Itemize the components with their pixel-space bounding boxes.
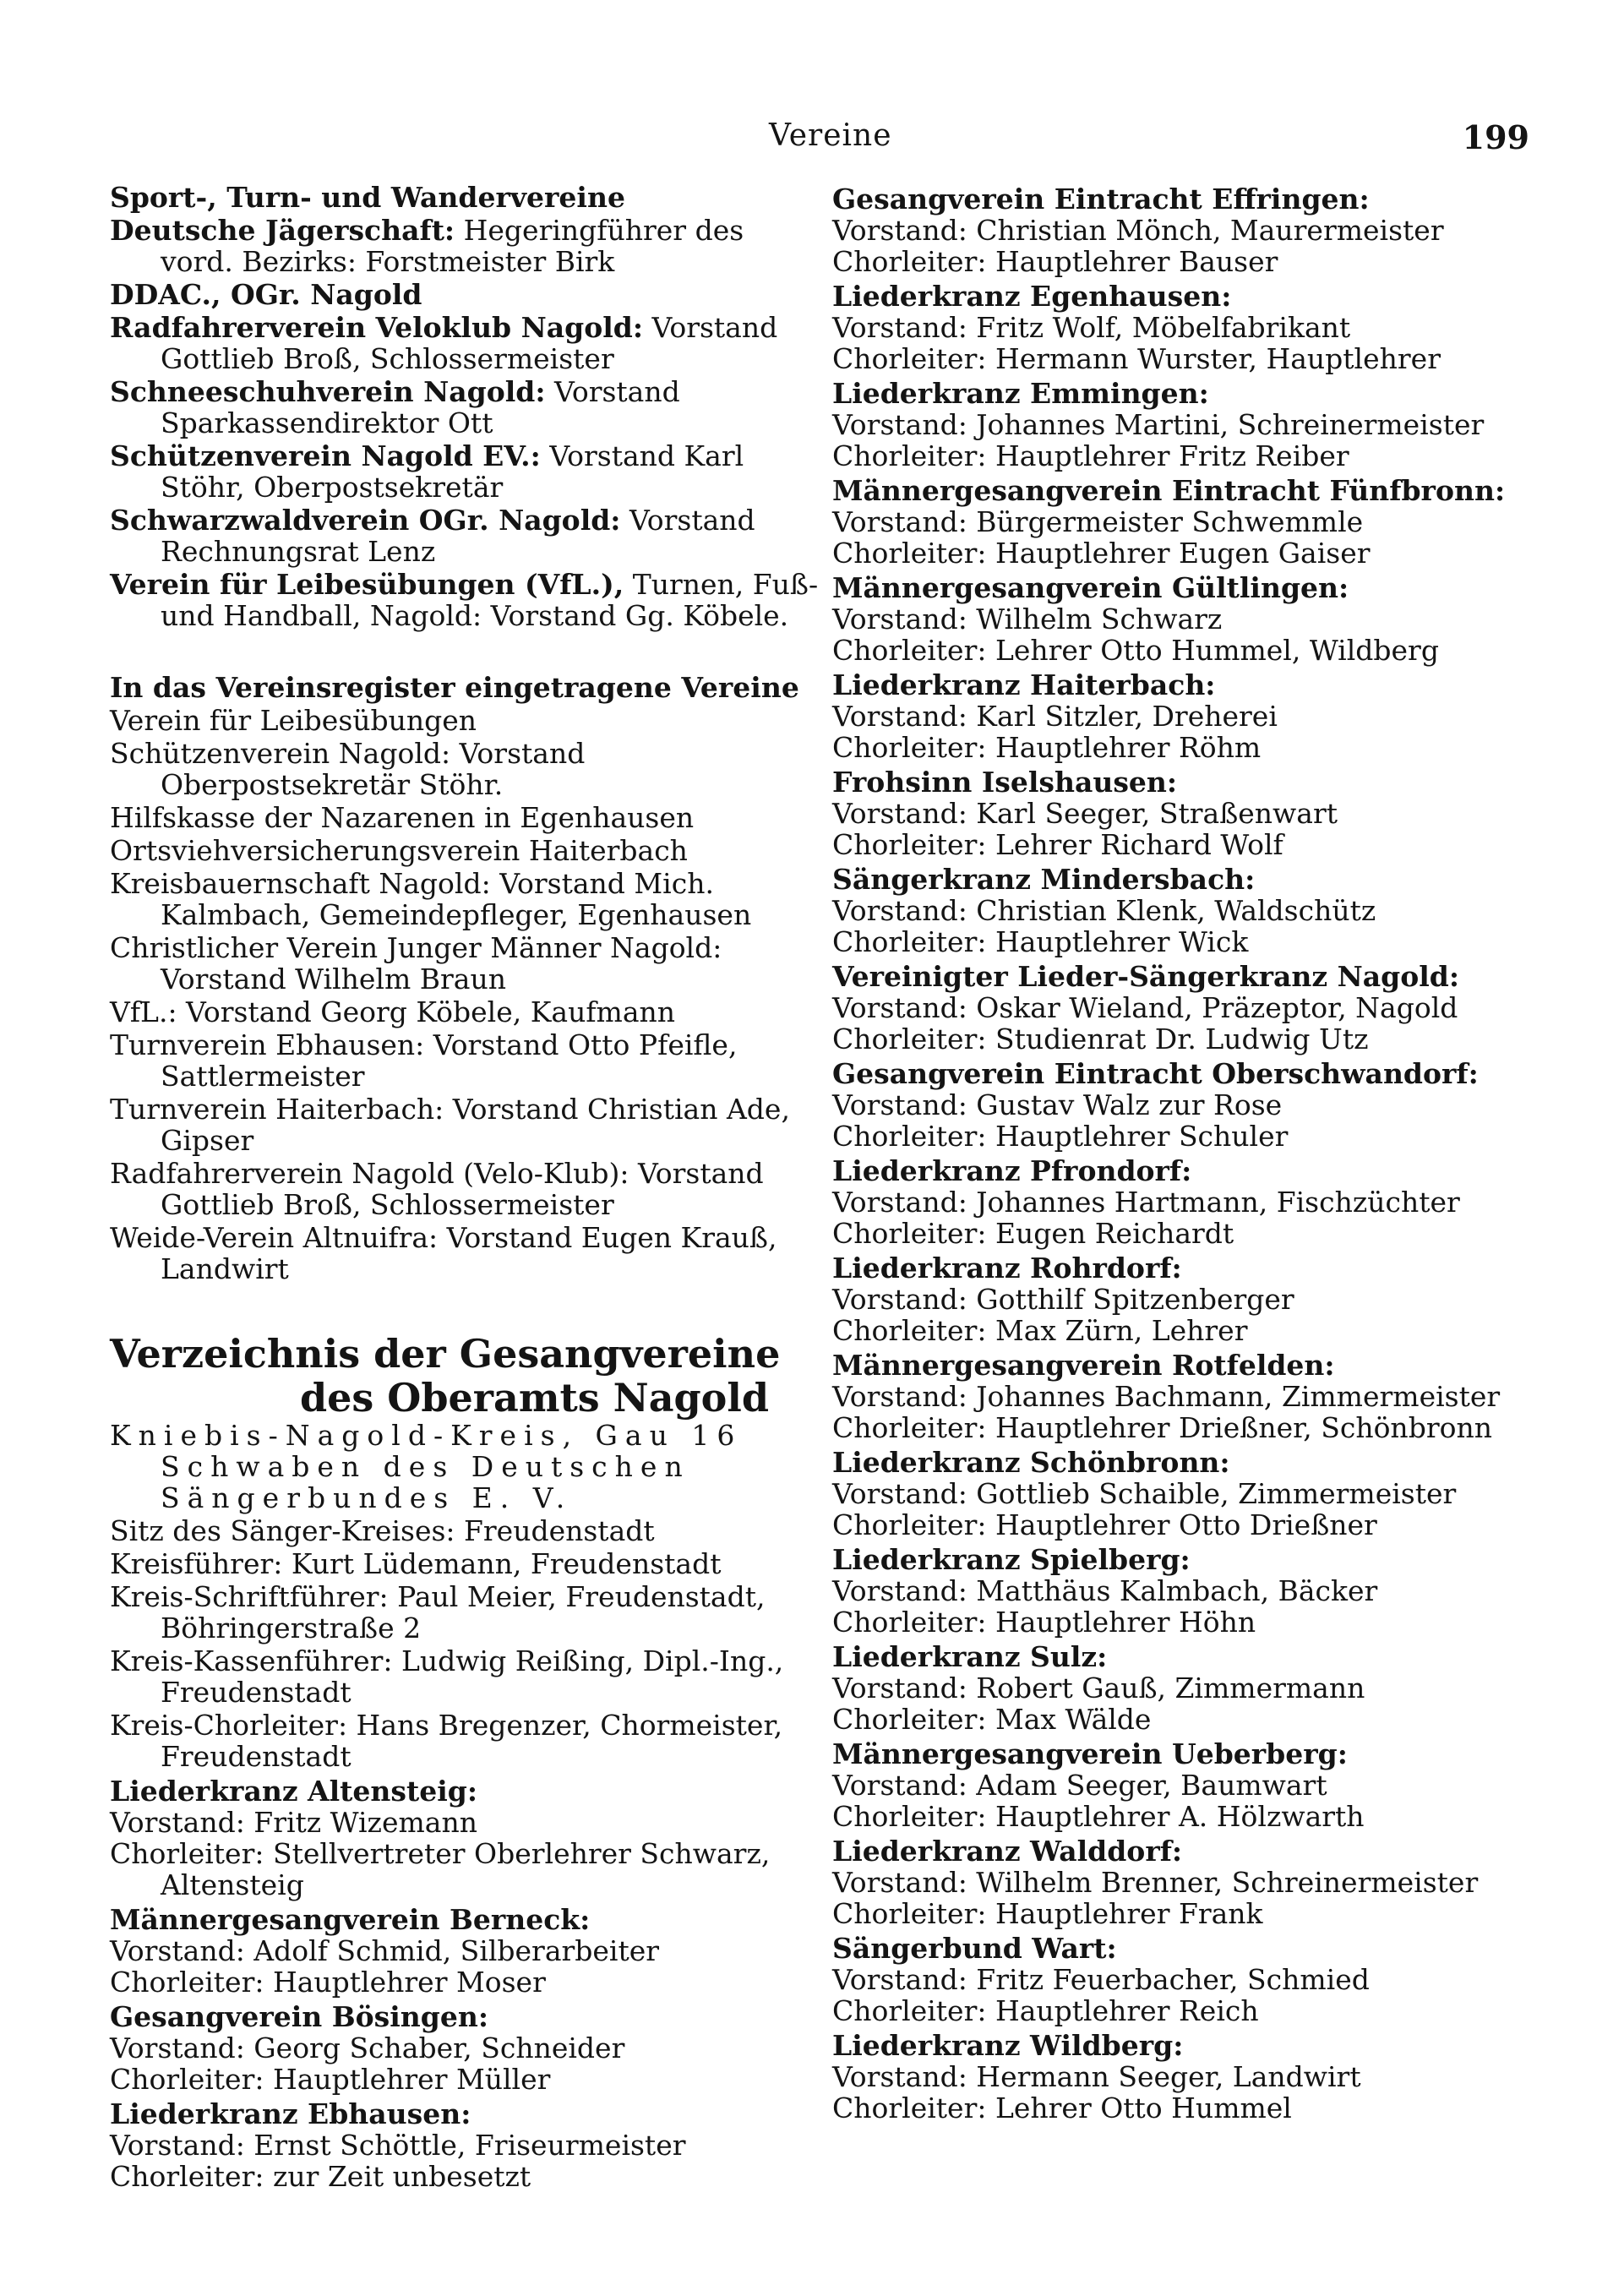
choir-entry	[832, 475, 1542, 569]
choir-entry	[832, 961, 1542, 1055]
choir-detail: Chorleiter: Hauptlehrer Reich	[832, 1994, 1259, 2027]
choir-name: Männergesangverein Rotfelden:	[832, 1349, 1335, 1382]
choir-entry	[832, 1835, 1542, 1929]
choir-detail: Vorstand: Christian Mönch, Maurermeister	[832, 214, 1444, 247]
choir-detail: Chorleiter: Hauptlehrer Frank	[832, 1897, 1263, 1930]
choir-detail: Vorstand: Gottlieb Schaible, Zimmermeister	[832, 1477, 1457, 1510]
choir-detail: Chorleiter: Hauptlehrer Müller	[110, 2063, 551, 2096]
sport-club-list	[110, 215, 820, 631]
choir-detail: Vorstand: Matthäus Kalmbach, Bäcker	[832, 1574, 1378, 1607]
club-name: DDAC., OGr. Nagold	[110, 278, 422, 311]
choir-name: Sängerbund Wart:	[832, 1932, 1117, 1965]
choir-entry	[832, 1641, 1542, 1735]
choir-detail: Chorleiter: Max Zürn, Lehrer	[832, 1314, 1248, 1347]
choir-detail: Vorstand: Fritz Feuerbacher, Schmied	[832, 1963, 1370, 1996]
choir-detail: Chorleiter: Max Wälde	[832, 1703, 1152, 1736]
club-name: Deutsche Jägerschaft:	[110, 214, 455, 247]
choir-name: Liederkranz Sulz:	[832, 1640, 1108, 1673]
choir-detail: Vorstand: Ernst Schöttle, Friseurmeister	[110, 2129, 686, 2162]
choir-detail: Chorleiter: Lehrer Richard Wolf	[832, 828, 1283, 861]
choir-detail: Chorleiter: zur Zeit unbesetzt	[110, 2160, 531, 2193]
choir-entry	[832, 864, 1542, 957]
choir-detail: Chorleiter: Hauptlehrer A. Hölzwarth	[832, 1800, 1365, 1833]
choir-name: Liederkranz Wildberg:	[832, 2029, 1184, 2062]
choir-name: Liederkranz Rohrdorf:	[832, 1252, 1182, 1284]
choir-entry	[832, 1350, 1542, 1443]
club-entry	[110, 376, 820, 439]
club-entry	[110, 440, 820, 503]
choir-entry	[832, 766, 1542, 860]
title-line-1: Verzeichnis der Gesangvereine	[110, 1331, 781, 1377]
choir-entry	[832, 1252, 1542, 1346]
right-column	[832, 180, 1542, 2124]
club-entry	[110, 504, 820, 567]
club-name: Schützenverein Nagold EV.:	[110, 439, 541, 472]
title-line-2: des Oberamts Nagold	[299, 1375, 769, 1421]
register-entry: Kreisbauernschaft Nagold: Vorstand Mich. Kalmbach, Gemeindepfleger, Egenhausen	[110, 867, 752, 931]
club-name: Schwarzwaldverein OGr. Nagold:	[110, 504, 621, 537]
club-details: Turnen, Fuß- und Handball, Nagold: Vorstand Gg. Köbele.	[161, 568, 819, 632]
choir-detail: Chorleiter: Studienrat Dr. Ludwig Utz	[832, 1023, 1369, 1055]
kreis-line: Kreisführer: Kurt Lüdemann, Freudenstadt	[110, 1547, 722, 1580]
choir-detail: Chorleiter: Eugen Reichardt	[832, 1217, 1234, 1250]
choir-detail: Chorleiter: Hauptlehrer Otto Drießner	[832, 1508, 1377, 1541]
choir-detail: Vorstand: Karl Seeger, Straßenwart	[832, 797, 1338, 830]
choir-name: Liederkranz Ebhausen:	[110, 2097, 471, 2130]
choir-detail: Vorstand: Georg Schaber, Schneider	[110, 2031, 625, 2064]
choir-name: Liederkranz Altensteig:	[110, 1775, 478, 1808]
choir-name: Liederkranz Pfrondorf:	[832, 1154, 1192, 1187]
choir-name: Liederkranz Spielberg:	[832, 1543, 1191, 1576]
choir-name: Liederkranz Walddorf:	[832, 1835, 1183, 1868]
choir-detail: Chorleiter: Hauptlehrer Wick	[832, 925, 1249, 958]
choir-name: Männergesangverein Eintracht Fünfbronn:	[832, 474, 1506, 507]
register-entry: Turnverein Ebhausen: Vorstand Otto Pfeifle, Sattlermeister	[110, 1028, 738, 1093]
choir-detail: Vorstand: Wilhelm Brenner, Schreinermeister	[832, 1866, 1479, 1899]
club-name: Verein für Leibesübungen (VfL.),	[110, 568, 624, 601]
choir-detail: Vorstand: Fritz Wizemann	[110, 1806, 477, 1839]
choir-entry	[832, 1447, 1542, 1541]
register-section-heading: In das Vereinsregister eingetragene Vereine	[110, 671, 799, 704]
choir-detail: Vorstand: Johannes Bachmann, Zimmermeister	[832, 1380, 1501, 1413]
choir-name: Männergesangverein Berneck:	[110, 1903, 591, 1936]
choir-name: Gesangverein Bösingen:	[110, 2000, 489, 2033]
left-column	[110, 182, 820, 2192]
kreis-line: Sitz des Sänger-Kreises: Freudenstadt	[110, 1514, 655, 1547]
club-details: Hegeringführer des vord. Bezirks: Forstmeister Birk	[161, 214, 744, 278]
kreis-line: Kreis-Chorleiter: Hans Bregenzer, Chormeister, Freudenstadt	[110, 1709, 783, 1773]
choir-entry	[832, 1933, 1542, 2026]
choir-detail: Chorleiter: Lehrer Otto Hummel	[832, 2091, 1292, 2124]
choir-name: Sängerkranz Mindersbach:	[832, 863, 1256, 896]
choir-detail: Vorstand: Wilhelm Schwarz	[832, 603, 1223, 635]
register-entry: Hilfskasse der Nazarenen in Egenhausen	[110, 801, 695, 834]
kreis-line: Kreis-Schriftführer: Paul Meier, Freudenstadt, Böhringerstraße 2	[110, 1580, 766, 1644]
club-details: Vorstand Rechnungsrat Lenz	[161, 504, 755, 568]
club-name: Schneeschuhverein Nagold:	[110, 375, 546, 408]
page-number: 199	[1462, 118, 1529, 156]
choir-name: Liederkranz Emmingen:	[832, 377, 1209, 410]
choir-detail: Chorleiter: Hauptlehrer Röhm	[832, 731, 1262, 764]
club-name: Radfahrerverein Veloklub Nagold:	[110, 311, 644, 344]
choir-detail: Vorstand: Fritz Wolf, Möbelfabrikant	[832, 311, 1351, 344]
choir-name: Liederkranz Haiterbach:	[832, 668, 1216, 701]
choir-detail: Chorleiter: Hauptlehrer Fritz Reiber	[832, 439, 1349, 472]
page-header	[101, 118, 1529, 169]
choir-detail: Chorleiter: Hermann Wurster, Hauptlehrer	[832, 342, 1441, 375]
choir-directory-title	[110, 1332, 820, 1420]
choir-detail: Vorstand: Robert Gauß, Zimmermann	[832, 1672, 1365, 1704]
choir-entry	[832, 378, 1542, 472]
club-entry	[110, 312, 820, 374]
choir-detail: Vorstand: Karl Sitzler, Dreherei	[832, 700, 1278, 733]
choir-name: Gesangverein Eintracht Effringen:	[832, 183, 1370, 215]
club-entry	[110, 279, 820, 310]
choir-detail: Chorleiter: Hauptlehrer Drießner, Schönbronn	[832, 1411, 1492, 1444]
club-details: Vorstand Karl Stöhr, Oberpostsekretär	[161, 439, 744, 504]
choir-entry	[110, 2098, 820, 2192]
register-entry: Christlicher Verein Junger Männer Nagold: Vorstand Wilhelm Braun	[110, 931, 722, 995]
choir-entry	[832, 1544, 1542, 1638]
kreis-intro: Kniebis-Nagold-Kreis, Gau 16 Schwaben des Deutschen Sängerbundes E. V.	[110, 1419, 743, 1514]
choir-detail: Vorstand: Christian Klenk, Waldschütz	[832, 894, 1376, 927]
choir-entry	[110, 1904, 820, 1998]
register-entry: Ortsviehversicherungsverein Haiterbach	[110, 834, 688, 867]
choir-detail: Vorstand: Gustav Walz zur Rose	[832, 1088, 1283, 1121]
choir-name: Liederkranz Egenhausen:	[832, 280, 1232, 313]
choir-detail: Vorstand: Bürgermeister Schwemmle	[832, 505, 1364, 538]
register-entry: VfL.: Vorstand Georg Köbele, Kaufmann	[110, 995, 676, 1028]
register-entry: Turnverein Haiterbach: Vorstand Christian Ade, Gipser	[110, 1093, 790, 1157]
choir-detail: Vorstand: Johannes Hartmann, Fischzüchter	[832, 1186, 1460, 1219]
choir-detail: Chorleiter: Hauptlehrer Moser	[110, 1966, 546, 1999]
sport-section-heading: Sport-, Turn- und Wandervereine	[110, 181, 625, 214]
choir-detail: Vorstand: Oskar Wieland, Präzeptor, Nagold	[832, 991, 1458, 1024]
choir-entry	[832, 572, 1542, 666]
choir-name: Männergesangverein Gültlingen:	[832, 571, 1349, 604]
choir-name: Liederkranz Schönbronn:	[832, 1446, 1230, 1479]
club-details: Vorstand Sparkassendirektor Ott	[161, 375, 680, 439]
choir-name: Vereinigter Lieder-Sängerkranz Nagold:	[832, 960, 1460, 993]
choir-entry	[832, 1155, 1542, 1249]
choir-entry	[832, 1738, 1542, 1832]
register-club-list	[110, 705, 820, 1284]
choir-detail: Vorstand: Adolf Schmid, Silberarbeiter	[110, 1934, 660, 1967]
register-entry: Verein für Leibesübungen	[110, 704, 477, 737]
choir-entry	[832, 2030, 1542, 2124]
choir-entry	[110, 1775, 820, 1901]
choir-detail: Chorleiter: Hauptlehrer Eugen Gaiser	[832, 537, 1371, 570]
register-entry: Schützenverein Nagold: Vorstand Oberpostsekretär Stöhr.	[110, 737, 586, 801]
choir-entry	[832, 183, 1542, 277]
choir-name: Männergesangverein Ueberberg:	[832, 1737, 1348, 1770]
club-details: Vorstand Gottlieb Broß, Schlossermeister	[161, 311, 778, 375]
choir-detail: Chorleiter: Stellvertreter Oberlehrer Schwarz, Altensteig	[110, 1837, 771, 1901]
choir-detail: Chorleiter: Hauptlehrer Höhn	[832, 1606, 1256, 1639]
choir-detail: Vorstand: Johannes Martini, Schreinermeister	[832, 408, 1485, 441]
right-choir-list	[832, 183, 1542, 2124]
left-choir-list	[110, 1775, 820, 2192]
choir-entry	[832, 669, 1542, 763]
choir-detail: Vorstand: Hermann Seeger, Landwirt	[832, 2060, 1361, 2093]
choir-detail: Vorstand: Gotthilf Spitzenberger	[832, 1283, 1294, 1316]
choir-entry	[832, 1058, 1542, 1152]
club-entry	[110, 215, 820, 277]
register-entry: Weide-Verein Altnuifra: Vorstand Eugen Krauß, Landwirt	[110, 1221, 777, 1285]
choir-name: Frohsinn Iselshausen:	[832, 766, 1178, 799]
choir-detail: Vorstand: Adam Seeger, Baumwart	[832, 1769, 1327, 1802]
kreis-officers-list	[110, 1515, 820, 1772]
choir-entry	[110, 2001, 820, 2095]
choir-detail: Chorleiter: Hauptlehrer Schuler	[832, 1120, 1289, 1153]
choir-entry	[832, 281, 1542, 374]
register-entry: Radfahrerverein Nagold (Velo-Klub): Vorstand Gottlieb Broß, Schlossermeister	[110, 1157, 764, 1221]
choir-detail: Chorleiter: Lehrer Otto Hummel, Wildberg	[832, 634, 1439, 667]
choir-name: Gesangverein Eintracht Oberschwandorf:	[832, 1057, 1479, 1090]
running-head: Vereine	[769, 118, 892, 153]
club-entry	[110, 569, 820, 631]
kreis-line: Kreis-Kassenführer: Ludwig Reißing, Dipl.-Ing., Freudenstadt	[110, 1644, 784, 1709]
choir-detail: Chorleiter: Hauptlehrer Bauser	[832, 245, 1278, 278]
